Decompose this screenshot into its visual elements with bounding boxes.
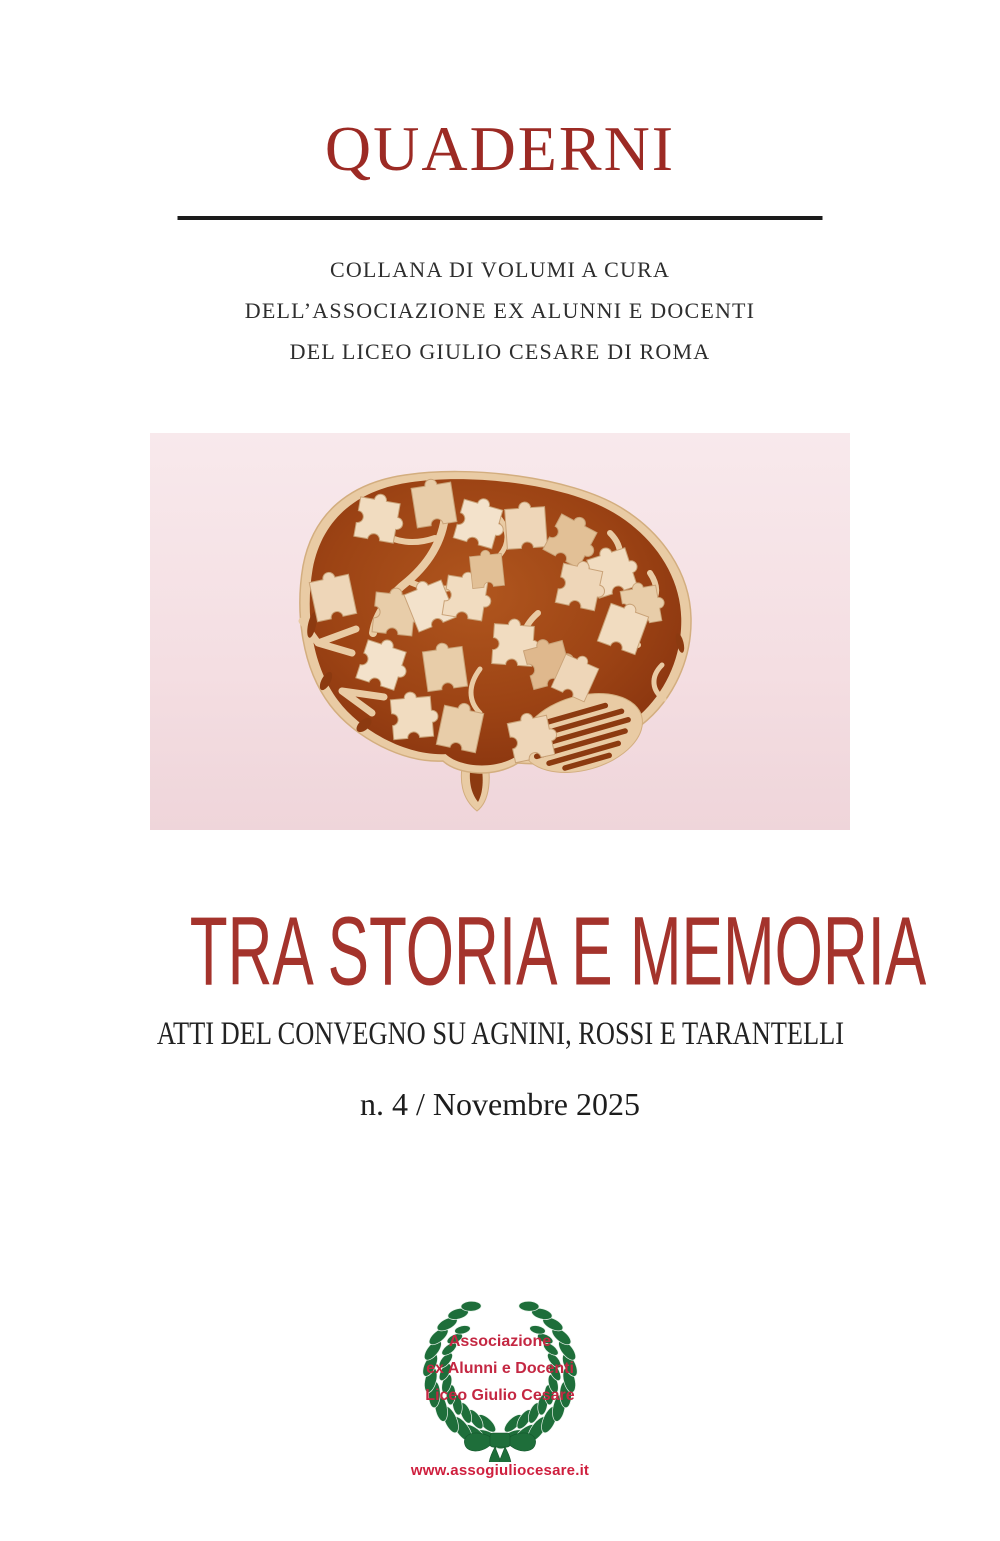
- series-subtitle-line-3: DEL LICEO GIULIO CESARE DI ROMA: [289, 339, 711, 364]
- issue-info: n. 4 / Novembre 2025: [360, 1086, 640, 1122]
- cover-subtitle: [0, 1014, 1000, 1054]
- logo-website: www.assogiuliocesare.it: [410, 1462, 590, 1479]
- series-subtitle: [0, 249, 1000, 372]
- divider-line: [178, 216, 823, 220]
- association-logo: [395, 1290, 605, 1462]
- series-subtitle-line-2: DELL’ASSOCIAZIONE EX ALUNNI E DOCENTI: [244, 298, 756, 323]
- series-title: QUADERNI: [324, 113, 676, 184]
- logo-text: [395, 1328, 605, 1409]
- cover-subtitle-text: ATTI DEL CONVEGNO SU AGNINI, ROSSI E TARANTELLI: [156, 1016, 844, 1052]
- brain-puzzle-photo: [150, 433, 850, 830]
- logo-text-line-2: ex Alunni e Docenti: [426, 1360, 574, 1377]
- cover-title: [0, 895, 1000, 1006]
- brain-puzzle-illustration: [150, 433, 850, 830]
- logo-text-line-1: Associazione: [448, 1333, 552, 1350]
- logo-text-line-3: Liceo Giulio Cesare: [425, 1387, 575, 1404]
- cover-title-text: TRA STORIA E MEMORIA: [189, 895, 927, 1006]
- series-subtitle-line-1: COLLANA DI VOLUMI A CURA: [329, 257, 671, 282]
